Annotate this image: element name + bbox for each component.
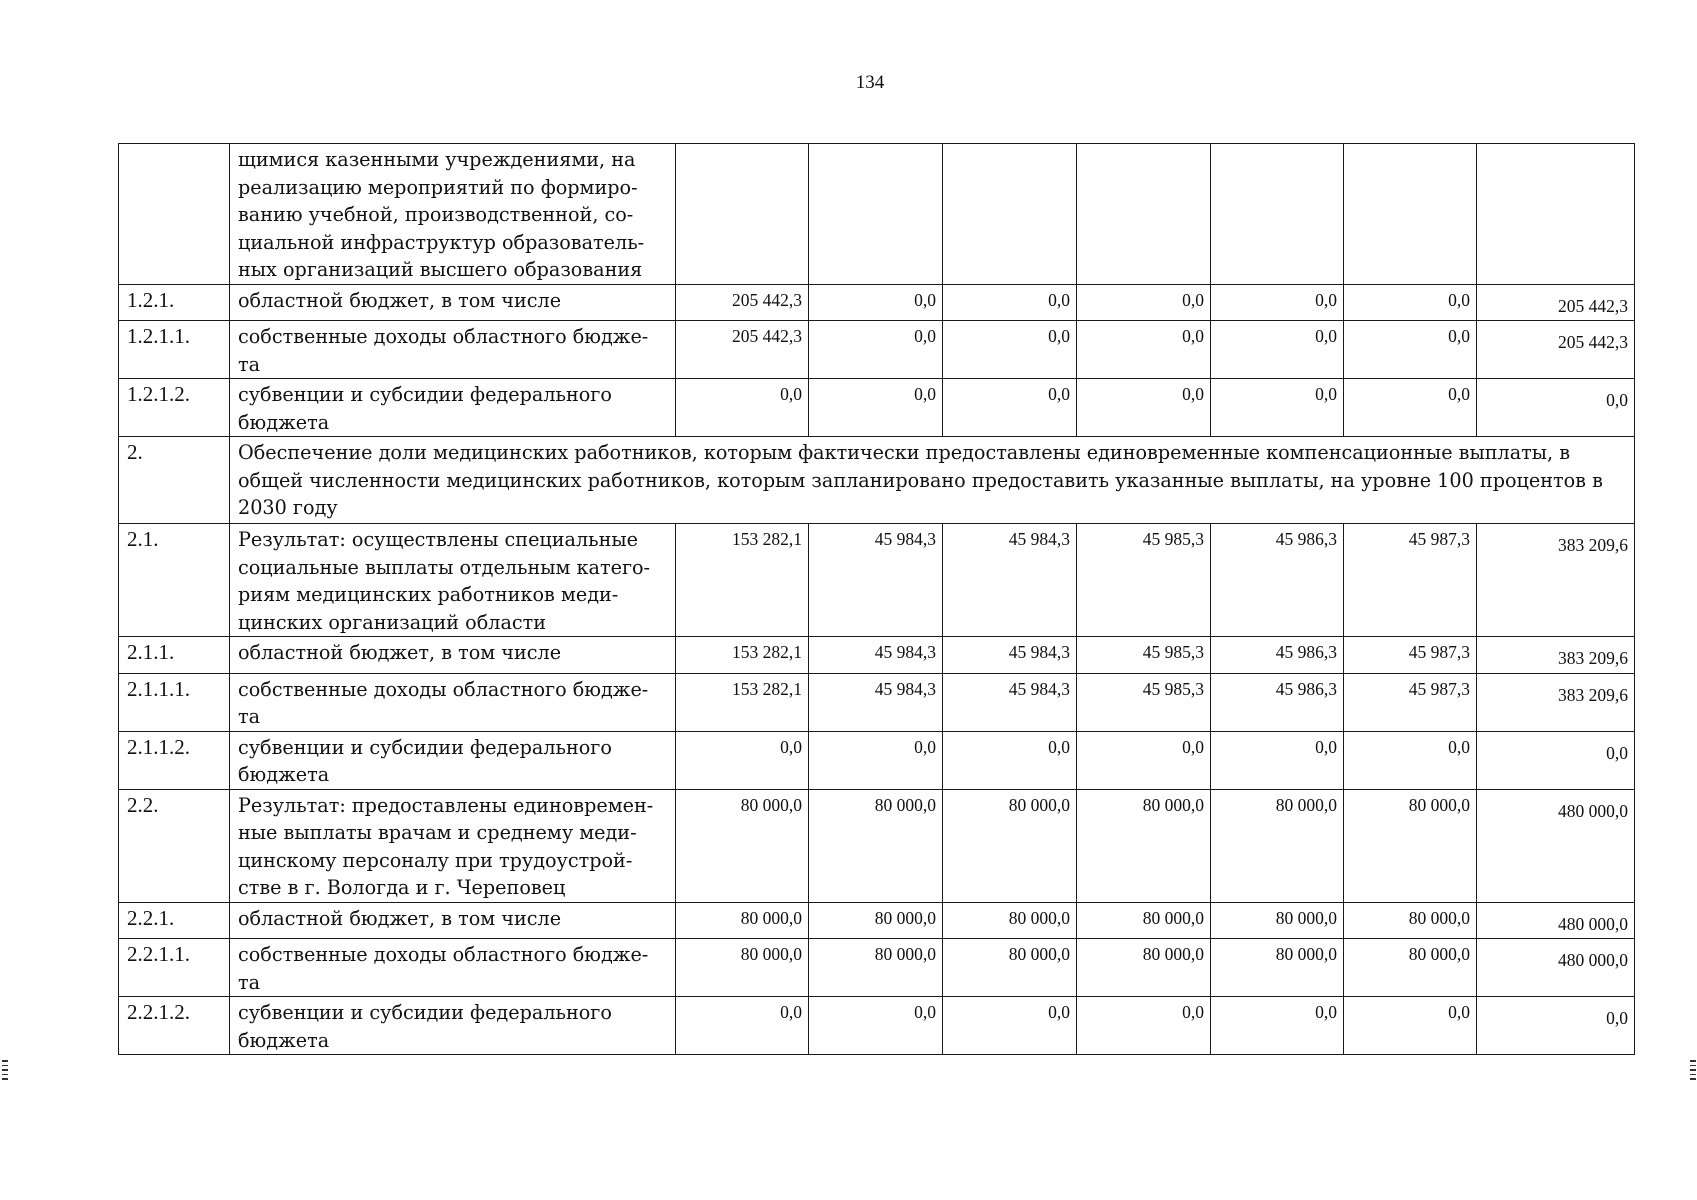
year-value: 0,0 <box>1077 284 1211 321</box>
table-row <box>119 997 1635 1055</box>
year-value: 205 442,3 <box>676 321 809 379</box>
year-value: 45 986,3 <box>1211 524 1344 637</box>
year-value: 0,0 <box>1211 321 1344 379</box>
row-description: субвенции и субсидии федерального бюджета <box>230 379 676 437</box>
page-number: 134 <box>855 72 885 93</box>
year-value: 45 984,3 <box>809 673 943 731</box>
table-row <box>119 731 1635 789</box>
table-row <box>119 437 1635 524</box>
row-code: 2. <box>119 437 230 524</box>
year-value: 45 984,3 <box>809 637 943 674</box>
table-row <box>119 902 1635 939</box>
year-value: 205 442,3 <box>676 284 809 321</box>
table-row <box>119 144 1635 285</box>
year-value: 153 282,1 <box>676 637 809 674</box>
year-value: 0,0 <box>1344 731 1477 789</box>
total-value: 205 442,3 <box>1477 321 1635 379</box>
year-value: 45 987,3 <box>1344 524 1477 637</box>
table-row <box>119 637 1635 674</box>
row-code: 2.2. <box>119 789 230 902</box>
year-value: 80 000,0 <box>1077 939 1211 997</box>
year-value: 0,0 <box>809 731 943 789</box>
year-value: 0,0 <box>1211 731 1344 789</box>
year-value <box>1344 144 1477 285</box>
year-value: 0,0 <box>809 997 943 1055</box>
year-value: 80 000,0 <box>1211 939 1344 997</box>
year-value: 0,0 <box>943 321 1077 379</box>
year-value: 0,0 <box>943 379 1077 437</box>
table-row <box>119 524 1635 637</box>
year-value: 0,0 <box>1211 379 1344 437</box>
total-value: 0,0 <box>1477 731 1635 789</box>
year-value: 0,0 <box>943 731 1077 789</box>
row-description: субвенции и субсидии федерального бюджета <box>230 731 676 789</box>
year-value: 0,0 <box>676 379 809 437</box>
year-value: 0,0 <box>1077 321 1211 379</box>
year-value: 45 985,3 <box>1077 673 1211 731</box>
year-value: 0,0 <box>943 284 1077 321</box>
year-value: 45 984,3 <box>809 524 943 637</box>
year-value: 80 000,0 <box>1077 789 1211 902</box>
year-value: 0,0 <box>1211 284 1344 321</box>
row-code: 2.2.1.1. <box>119 939 230 997</box>
year-value: 0,0 <box>943 997 1077 1055</box>
table-row <box>119 939 1635 997</box>
row-code: 1.2.1.1. <box>119 321 230 379</box>
row-code: 2.1.1.1. <box>119 673 230 731</box>
total-value: 480 000,0 <box>1477 939 1635 997</box>
table-row <box>119 789 1635 902</box>
year-value: 0,0 <box>809 284 943 321</box>
year-value: 80 000,0 <box>943 902 1077 939</box>
row-description: областной бюджет, в том числе <box>230 284 676 321</box>
year-value: 45 984,3 <box>943 524 1077 637</box>
section-heading: Обеспечение доли медицинских работников, которым фактически предоставлены единовременные компенсационные выплаты, в общей численности медицинских работников, которым запланировано предоставить указанные выплаты, на уровне 100 процентов в 2030 году <box>230 437 1635 524</box>
year-value: 80 000,0 <box>809 939 943 997</box>
year-value <box>676 144 809 285</box>
year-value <box>1211 144 1344 285</box>
year-value: 45 986,3 <box>1211 673 1344 731</box>
year-value: 0,0 <box>1077 379 1211 437</box>
row-code <box>119 144 230 285</box>
year-value: 0,0 <box>809 379 943 437</box>
year-value: 0,0 <box>1211 997 1344 1055</box>
year-value: 45 987,3 <box>1344 673 1477 731</box>
year-value: 80 000,0 <box>1344 789 1477 902</box>
row-code: 2.1. <box>119 524 230 637</box>
year-value <box>943 144 1077 285</box>
year-value: 0,0 <box>1344 284 1477 321</box>
year-value: 0,0 <box>1344 997 1477 1055</box>
total-value: 383 209,6 <box>1477 673 1635 731</box>
budget-table <box>118 143 1635 1055</box>
row-description: собственные доходы областного бюдже-та <box>230 321 676 379</box>
table-row <box>119 321 1635 379</box>
year-value <box>809 144 943 285</box>
table-row <box>119 379 1635 437</box>
year-value: 80 000,0 <box>1211 789 1344 902</box>
row-description: Результат: осуществлены специальные социальные выплаты отдельным катего-риям медицинских работников меди-цинских организаций области <box>230 524 676 637</box>
total-value: 205 442,3 <box>1477 284 1635 321</box>
scan-edge-mark-left <box>2 1060 8 1083</box>
year-value: 0,0 <box>1344 379 1477 437</box>
table-row <box>119 284 1635 321</box>
year-value: 0,0 <box>1077 997 1211 1055</box>
row-code: 2.1.1. <box>119 637 230 674</box>
total-value: 383 209,6 <box>1477 637 1635 674</box>
year-value: 80 000,0 <box>809 902 943 939</box>
year-value: 80 000,0 <box>1344 902 1477 939</box>
row-code: 1.2.1.2. <box>119 379 230 437</box>
row-code: 2.2.1.2. <box>119 997 230 1055</box>
year-value: 45 985,3 <box>1077 524 1211 637</box>
year-value: 0,0 <box>1344 321 1477 379</box>
year-value: 153 282,1 <box>676 673 809 731</box>
row-description: собственные доходы областного бюдже-та <box>230 673 676 731</box>
row-description: областной бюджет, в том числе <box>230 637 676 674</box>
year-value: 80 000,0 <box>943 789 1077 902</box>
total-value: 0,0 <box>1477 997 1635 1055</box>
row-description: собственные доходы областного бюдже-та <box>230 939 676 997</box>
year-value: 0,0 <box>676 997 809 1055</box>
row-description: областной бюджет, в том числе <box>230 902 676 939</box>
year-value: 0,0 <box>676 731 809 789</box>
total-value <box>1477 144 1635 285</box>
total-value: 480 000,0 <box>1477 902 1635 939</box>
year-value: 45 984,3 <box>943 637 1077 674</box>
year-value: 45 984,3 <box>943 673 1077 731</box>
row-description: субвенции и субсидии федерального бюджета <box>230 997 676 1055</box>
row-description: щимися казенными учреждениями, на реализацию мероприятий по формиро-ванию учебной, производственной, со-циальной инфраструктур образователь-ных организаций высшего образования <box>230 144 676 285</box>
year-value: 45 985,3 <box>1077 637 1211 674</box>
total-value: 383 209,6 <box>1477 524 1635 637</box>
total-value: 480 000,0 <box>1477 789 1635 902</box>
year-value: 80 000,0 <box>676 789 809 902</box>
total-value: 0,0 <box>1477 379 1635 437</box>
scan-edge-mark-right <box>1690 1060 1696 1083</box>
year-value: 0,0 <box>809 321 943 379</box>
row-code: 2.2.1. <box>119 902 230 939</box>
year-value: 80 000,0 <box>943 939 1077 997</box>
year-value <box>1077 144 1211 285</box>
row-code: 2.1.1.2. <box>119 731 230 789</box>
year-value: 80 000,0 <box>1344 939 1477 997</box>
year-value: 45 986,3 <box>1211 637 1344 674</box>
year-value: 80 000,0 <box>809 789 943 902</box>
year-value: 0,0 <box>1077 731 1211 789</box>
year-value: 80 000,0 <box>676 902 809 939</box>
year-value: 80 000,0 <box>1211 902 1344 939</box>
year-value: 80 000,0 <box>676 939 809 997</box>
row-code: 1.2.1. <box>119 284 230 321</box>
year-value: 153 282,1 <box>676 524 809 637</box>
year-value: 80 000,0 <box>1077 902 1211 939</box>
table-row <box>119 673 1635 731</box>
year-value: 45 987,3 <box>1344 637 1477 674</box>
row-description: Результат: предоставлены единовремен-ные выплаты врачам и среднему меди-цинскому персоналу при трудоустрой-стве в г. Вологда и г. Череповец <box>230 789 676 902</box>
